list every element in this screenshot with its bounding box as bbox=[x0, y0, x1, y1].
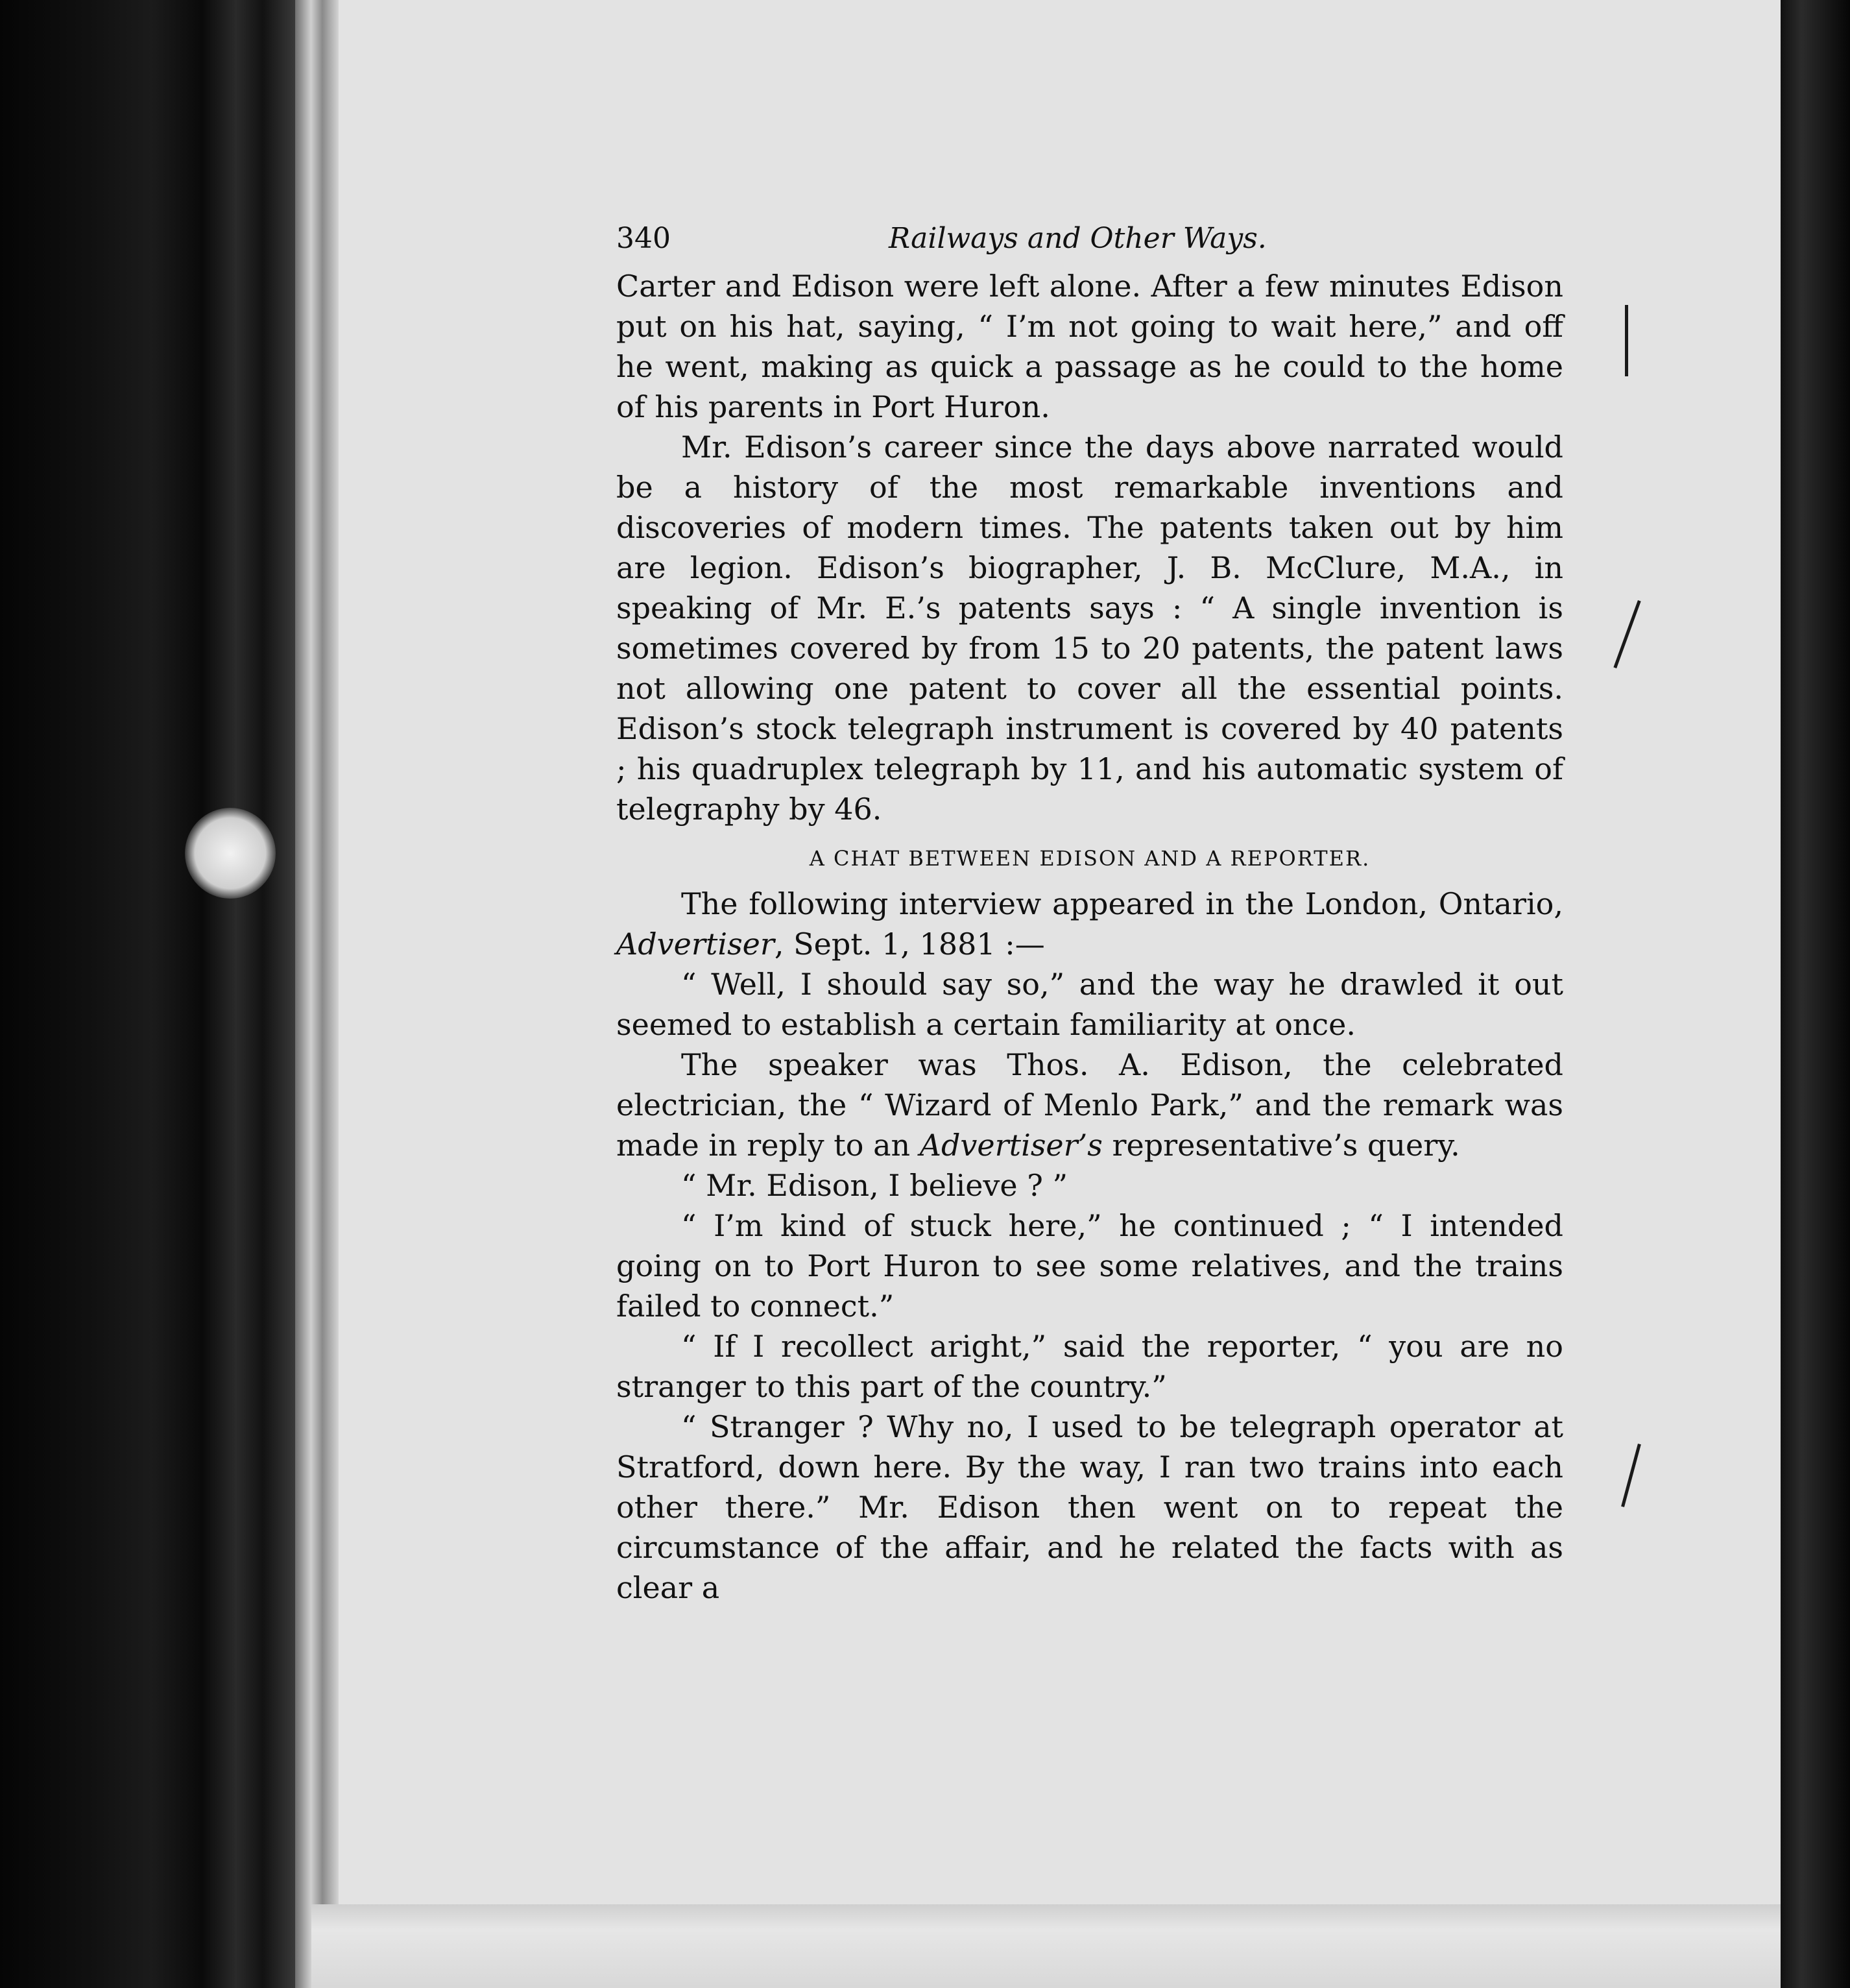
margin-mark bbox=[1625, 305, 1628, 376]
paragraph bbox=[616, 884, 1563, 964]
interview-intro-date: , Sept. 1, 1881 :— bbox=[774, 927, 1045, 962]
paragraph-text: representative’s query. bbox=[1102, 1128, 1460, 1163]
page-header bbox=[616, 214, 1563, 266]
book-binding bbox=[0, 0, 337, 1988]
interview-intro-text: The following interview appeared in the London, Ontario, bbox=[681, 886, 1563, 921]
right-edge bbox=[1781, 0, 1850, 1988]
page-number: 340 bbox=[616, 222, 671, 255]
text-block bbox=[616, 214, 1563, 1608]
paragraph-text: The speaker was Thos. A. Edison, the celebrated electrician, the “ Wizard of Menlo Park,” and the remark was made in reply to an bbox=[616, 1047, 1563, 1163]
paragraph: Mr. Edison’s career since the days above narrated would be a history of the most remarkable inventions and discoveries of modern times. The patents taken out by him are legion. Edison’s biographer, J. B. McClure, M.A., in speaking of Mr. E.’s patents says : “ A single invention is sometimes covered by from 15 to 20 patents, the patent laws not allowing one patent to cover all the essential points. Edison’s stock telegraph instrument is covered by 40 patents ; his quadruplex telegraph by 11, and his automatic system of telegraphy by 46. bbox=[616, 430, 1563, 827]
paragraph: “ Mr. Edison, I believe ? ” bbox=[681, 1168, 1068, 1203]
paragraph: Carter and Edison were left alone. After a few minutes Edison put on his hat, saying, “ I’m not going to wait here,” and off he went, making as quick a passage as he could to the home of his parents in Port Huron. bbox=[616, 269, 1563, 424]
section-heading: A CHAT BETWEEN EDISON AND A REPORTER. bbox=[809, 846, 1371, 871]
paragraph bbox=[616, 1045, 1563, 1165]
newspaper-name: Advertiser’s bbox=[919, 1128, 1103, 1163]
page-edge bbox=[295, 0, 341, 1988]
running-title: Railways and Other Ways. bbox=[889, 222, 1267, 255]
paragraph: “ Well, I should say so,” and the way he drawled it out seemed to establish a certain familiarity at once. bbox=[616, 967, 1563, 1042]
paragraph: “ I’m kind of stuck here,” he continued ; “ I intended going on to Port Huron to see some relatives, and the trains failed to connect.” bbox=[616, 1208, 1563, 1324]
paragraph: “ Stranger ? Why no, I used to be telegraph operator at Stratford, down here. By the way, I ran two trains into each other there.” Mr. Edison then went on to repeat the circumstance of the affair, and he related the facts with as clear a bbox=[616, 1409, 1563, 1605]
paragraph: “ If I recollect aright,” said the reporter, “ you are no stranger to this part of the country.” bbox=[616, 1329, 1563, 1404]
bottom-page-strip bbox=[311, 1904, 1803, 1988]
paper-stain bbox=[185, 808, 276, 899]
newspaper-name: Advertiser bbox=[616, 927, 775, 962]
